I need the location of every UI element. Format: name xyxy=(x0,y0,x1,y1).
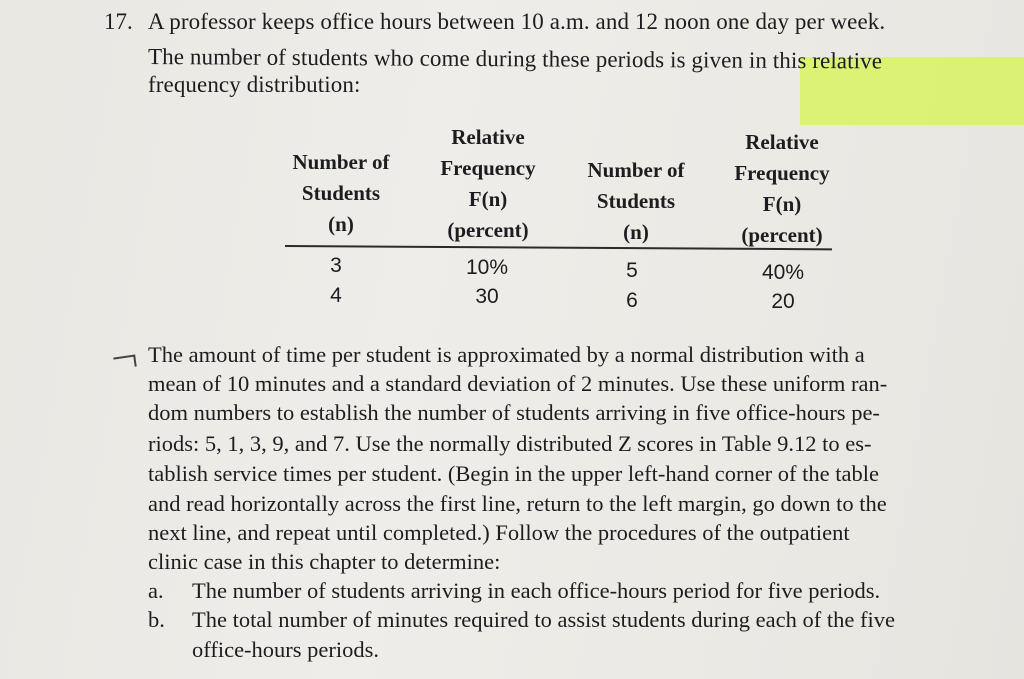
cell-f-right-row1: 40% xyxy=(761,261,805,284)
problem-number: 17. xyxy=(104,9,133,34)
paragraph-line-6: and read horizontally across the first line, return to the left margin, go down to the xyxy=(148,491,887,516)
item-b-text-line-2: office-hours periods. xyxy=(192,637,380,662)
header-relative-frequency-right: Relative Frequency F(n) (percent) xyxy=(734,130,830,247)
cell-n-left-row2: 4 xyxy=(330,284,342,307)
paragraph-line-2: mean of 10 minutes and a standard deviation of 2 minutes. Use these uniform ran- xyxy=(148,371,888,396)
cell-f-right-row2: 20 xyxy=(771,290,795,313)
header-number-of-students-right: Number of Students (n) xyxy=(587,158,685,244)
intro-line-3: frequency distribution: xyxy=(148,72,361,97)
paragraph-line-8: clinic case in this chapter to determine: xyxy=(148,549,501,574)
paragraph-line-3: dom numbers to establish the number of students arriving in five office-hours pe- xyxy=(148,400,880,425)
intro-line-2: The number of students who come during these periods is given in this relative xyxy=(147,44,883,74)
paragraph-line-5: tablish service times per student. (Begin in the upper left-hand corner of the table xyxy=(148,461,880,486)
cell-n-right-row1: 5 xyxy=(626,259,638,282)
item-a-label: a. xyxy=(148,578,164,603)
pencil-mark xyxy=(113,355,136,370)
item-a-text: The number of students arriving in each office-hours period for five periods. xyxy=(192,578,881,603)
header-relative-frequency-left: Relative Frequency F(n) (percent) xyxy=(440,125,536,242)
cell-f-left-row1: 10% xyxy=(465,256,509,279)
intro-line-1: A professor keeps office hours between 10 a.m. and 12 noon one day per week. xyxy=(148,9,886,34)
item-b-text-line-1: The total number of minutes required to assist students during each of the five xyxy=(192,607,895,632)
item-b-label: b. xyxy=(148,607,165,632)
cell-f-left-row2: 30 xyxy=(475,285,499,308)
cell-n-left-row1: 3 xyxy=(330,254,342,277)
paragraph-line-1: The amount of time per student is approximated by a normal distribution with a xyxy=(148,342,865,367)
paragraph-line-4: riods: 5, 1, 3, 9, and 7. Use the normally distributed Z scores in Table 9.12 to es- xyxy=(148,431,872,456)
cell-n-right-row2: 6 xyxy=(626,289,638,312)
header-number-of-students-left: Number of Students (n) xyxy=(292,150,390,236)
paragraph-line-7: next line, and repeat until completed.) Follow the procedures of the outpatient xyxy=(148,520,850,545)
